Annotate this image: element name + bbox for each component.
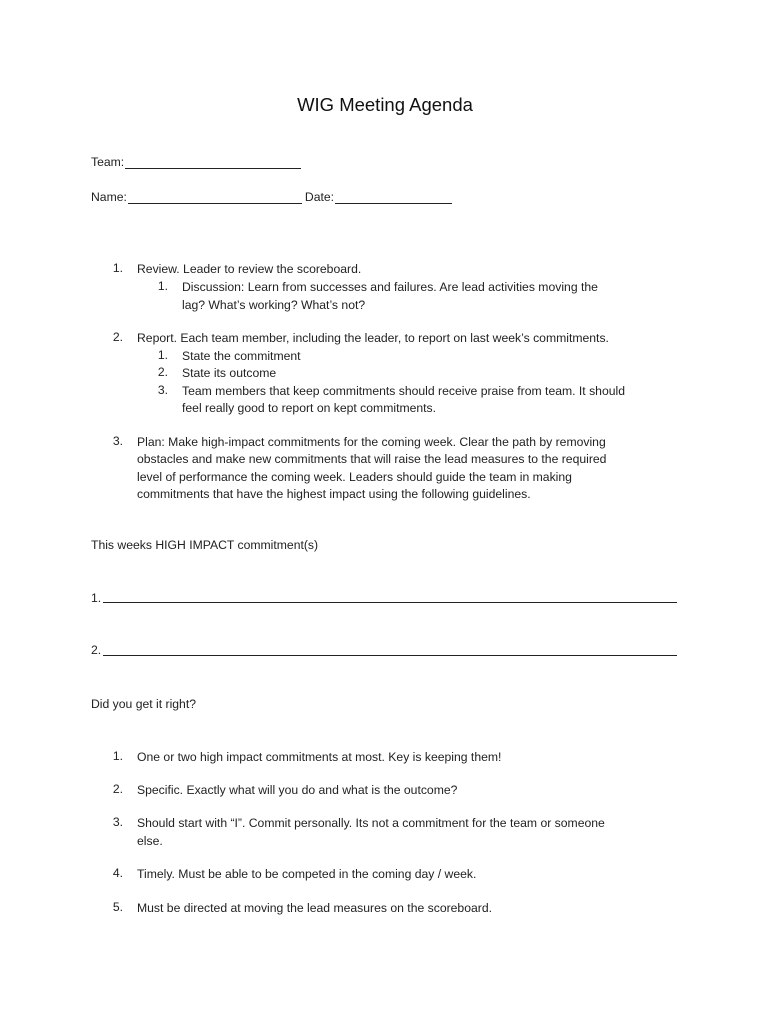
checklist-number: 3.: [112, 815, 123, 829]
checklist-text: Timely. Must be able to be competed in the coming day / week.: [137, 867, 477, 881]
agenda-subitem-number: 1.: [157, 279, 168, 293]
agenda-item-text: Review. Leader to review the scoreboard.: [137, 262, 362, 276]
agenda-subitem-text: Team members that keep commitments should receive praise from team. It should: [182, 384, 625, 398]
agenda-item-text: obstacles and make new commitments that will raise the lead measures to the required: [137, 452, 607, 466]
agenda-subitem-number: 3.: [157, 383, 168, 397]
commitment-2-line[interactable]: [103, 655, 677, 656]
checklist-number: 1.: [112, 749, 123, 763]
checklist-number: 4.: [112, 866, 123, 880]
checklist-text: Specific. Exactly what will you do and what is the outcome?: [137, 783, 458, 797]
agenda-subitem-text: Discussion: Learn from successes and failures. Are lead activities moving the: [182, 280, 598, 294]
agenda-item-text: level of performance the coming week. Leaders should guide the team in making: [137, 470, 572, 484]
commitment-2-number: 2.: [91, 643, 102, 657]
team-blank[interactable]: [125, 155, 301, 169]
commitment-1-number: 1.: [91, 591, 102, 605]
agenda-item-number: 3.: [112, 434, 123, 448]
checklist-text: else.: [137, 834, 163, 848]
commitment-1-line[interactable]: [103, 602, 677, 603]
agenda-subitem-number: 2.: [157, 365, 168, 379]
agenda-subitem-text: lag? What’s working? What’s not?: [182, 298, 366, 312]
name-label: Name:: [91, 190, 127, 204]
checklist-text: Must be directed at moving the lead measures on the scoreboard.: [137, 901, 492, 915]
agenda-item-number: 1.: [112, 261, 123, 275]
checklist-number: 2.: [112, 782, 123, 796]
name-date-field: [91, 190, 452, 204]
commitments-heading: This weeks HIGH IMPACT commitment(s): [91, 538, 319, 552]
checklist-number: 5.: [112, 900, 123, 914]
date-blank[interactable]: [335, 190, 452, 204]
agenda-item-text: commitments that have the highest impact using the following guidelines.: [137, 487, 531, 501]
name-blank[interactable]: [128, 190, 302, 204]
agenda-item-text: Report. Each team member, including the leader, to report on last week’s commitments.: [137, 331, 609, 345]
agenda-subitem-text: feel really good to report on kept commitments.: [182, 401, 437, 415]
team-label: Team:: [91, 155, 125, 169]
date-label: Date:: [304, 190, 335, 204]
agenda-subitem-number: 1.: [157, 348, 168, 362]
agenda-subitem-text: State the commitment: [182, 349, 301, 363]
agenda-item-text: Plan: Make high-impact commitments for the coming week. Clear the path by removing: [137, 435, 606, 449]
checklist-text: Should start with “I”. Commit personally. Its not a commitment for the team or someone: [137, 816, 605, 830]
team-field: [91, 155, 301, 169]
check-heading: Did you get it right?: [91, 697, 197, 711]
page-title: WIG Meeting Agenda: [297, 94, 473, 115]
checklist-text: One or two high impact commitments at most. Key is keeping them!: [137, 750, 502, 764]
agenda-subitem-text: State its outcome: [182, 366, 277, 380]
agenda-item-number: 2.: [112, 330, 123, 344]
